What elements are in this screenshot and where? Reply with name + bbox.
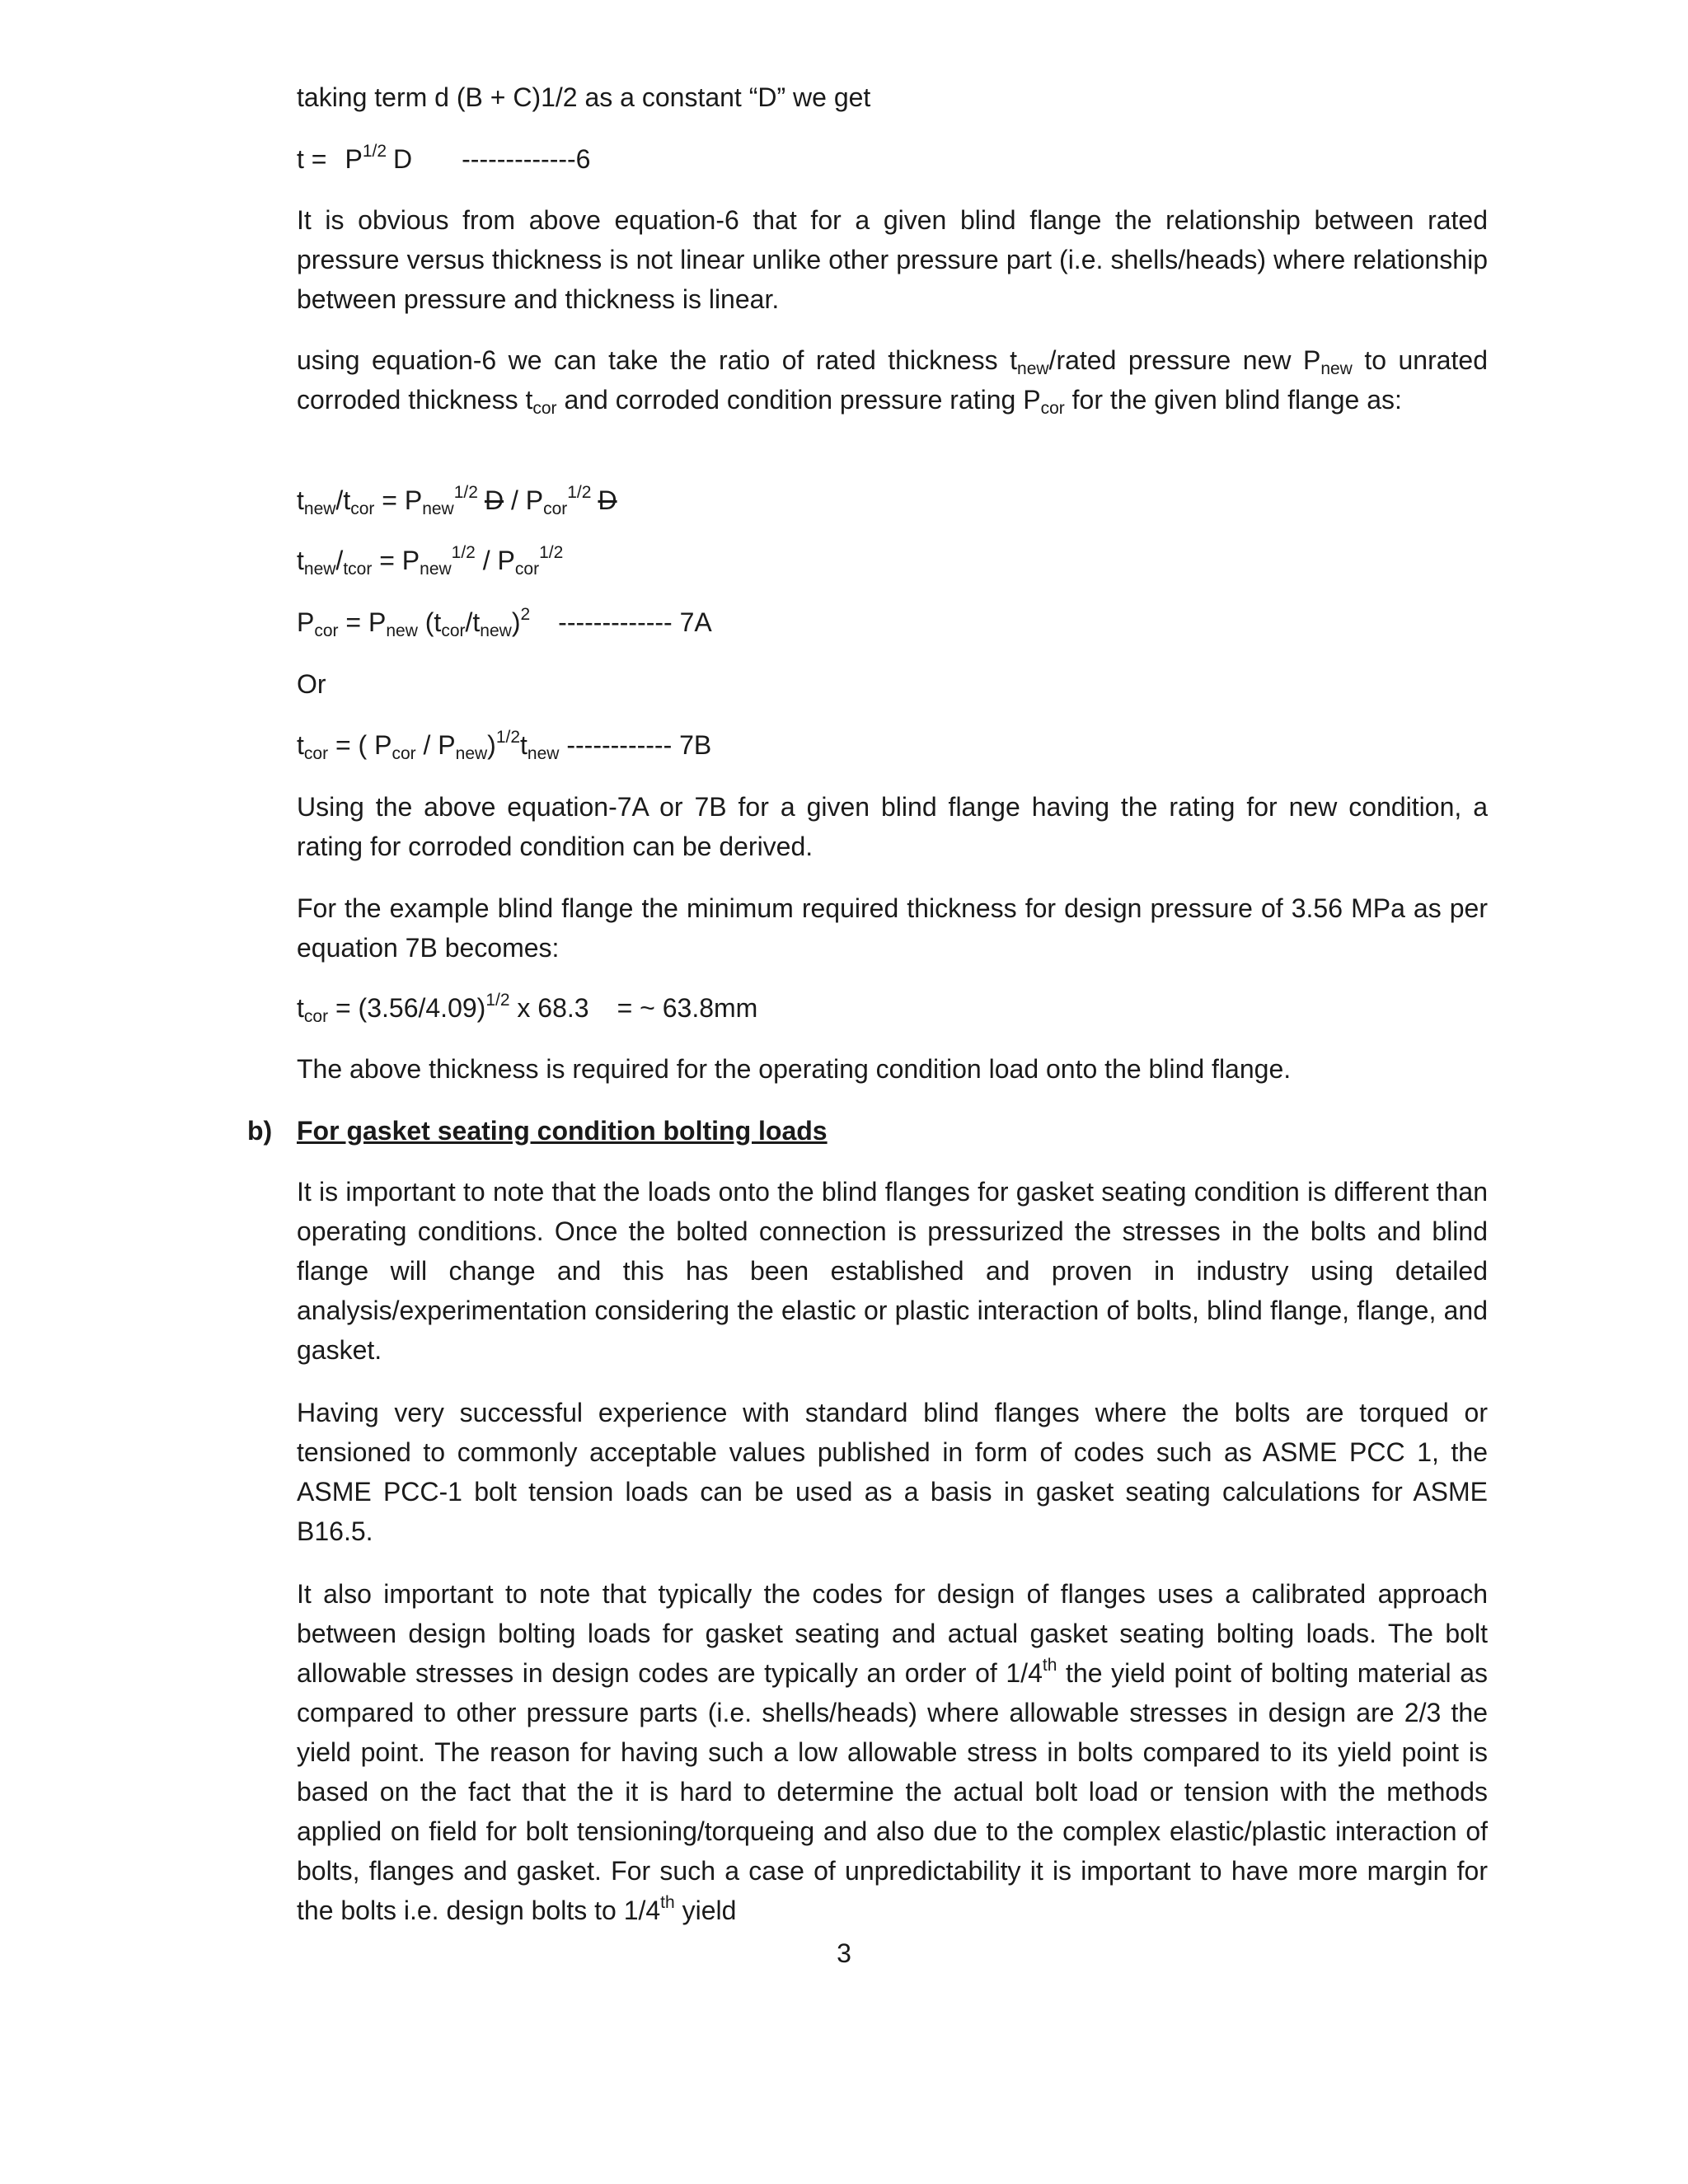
cancelled-d-left: D bbox=[484, 485, 504, 515]
paragraph-pcc1-experience: Having very successful experience with standard blind flanges where the bolts are torqued or tensioned to commonly acceptable values published in form of codes such as ASME PCC 1, the ASME PCC-1 bolt tension loads can be used as a basis in gasket seating calculations for ASME B16.5. bbox=[297, 1398, 1488, 1546]
paragraph-operating-load: The above thickness is required for the operating condition load onto the blind flange. bbox=[297, 1054, 1292, 1084]
paragraph-nonlinear-relationship: It is obvious from above equation-6 that for a given blind flange the relationship between rated pressure versus thickness is not linear unlike other pressure part (i.e. shells/heads) where relationship between pressure and thickness is linear. bbox=[297, 205, 1488, 314]
paragraph-thickness-ratio: using equation-6 we can take the ratio of rated thickness $t_{new}$/rated pressure new $P_{new}$ to unrated corroded thickness $t_{cor}$ and corroded condition pressure rating $P_{cor}$ for the given blind flange as: bbox=[297, 345, 1489, 418]
paragraph-calibrated-approach: It also important to note that typically the codes for design of flanges uses a calibrated approach between design bolting loads for gasket seating and actual gasket seating bolting loads. The bolt allowable stresses in design codes are typically an order of 1/4th the yield point of bolting material as compared to other pressure parts (i.e. shells/heads) where allowable stresses in design are 2/3 the yield point. The reason for having such a low allowable stress in bolts compared to its yield point is based on the fact that the it is hard to determine the actual bolt load or tension with the methods applied on field for bolt tensioning/torqueing and also due to the complex elastic/plastic interaction of bolts, flanges and gasket. For such a case of unpredictability it is important to have more margin for the bolts i.e. design bolts to 1/4th yield bbox=[297, 1579, 1489, 1925]
page-number: 3 bbox=[837, 1938, 851, 1968]
paragraph-gasket-seating-loads: It is important to note that the loads onto the blind flanges for gasket seating condition is different than operating conditions. Once the bolted connection is pressurized the stresses in the bolts and blind flange will change and this has been established and proven in industry using detailed analysis/experimentation considering the elastic or plastic interaction of bolts, blind flange, flange, and gasket. bbox=[297, 1177, 1488, 1365]
equation-example-result: $t_{cor} = (3.56/4.09)^{1/2}$ x 68.3 = ~ 63.8mm bbox=[297, 991, 758, 1026]
paragraph-derive-rating: Using the above equation-7A or 7B for a given blind flange having the rating for new condition, a rating for corroded condition can be derived. bbox=[297, 792, 1488, 861]
intro-line: taking term d (B + C)1/2 as a constant “D” we get bbox=[297, 82, 871, 112]
equation-ratio-simplified: $t_{new}/_{tcor} = P_{new}^{1/2} / P_{cor}^{1/2}$ bbox=[297, 543, 564, 579]
cancelled-d-right: D bbox=[598, 485, 617, 515]
equation-7b: $t_{cor}$ = ( $P_{cor} / P_{new})^{1/2}t_{new}$ ------------ 7B bbox=[297, 728, 712, 763]
equation-ratio-with-d: $t_{new}/t_{cor} = P_{new}^{1/2}$ D / $P_{cor}^{1/2}$ D bbox=[297, 483, 617, 518]
or-text: Or bbox=[297, 669, 326, 699]
paragraph-example-thickness: For the example blind flange the minimum required thickness for design pressure of 3.56 MPa as per equation 7B becomes: bbox=[297, 893, 1488, 963]
equation-6: $t = P^{1/2}$ D -------------6 bbox=[297, 142, 591, 174]
section-b-label: b) bbox=[247, 1116, 273, 1146]
section-b-heading: For gasket seating condition bolting loads bbox=[297, 1116, 828, 1146]
equation-7a: $P_{cor} = P_{new}$ $(t_{cor}/t_{new})^2$ ------------- 7A bbox=[297, 605, 712, 640]
